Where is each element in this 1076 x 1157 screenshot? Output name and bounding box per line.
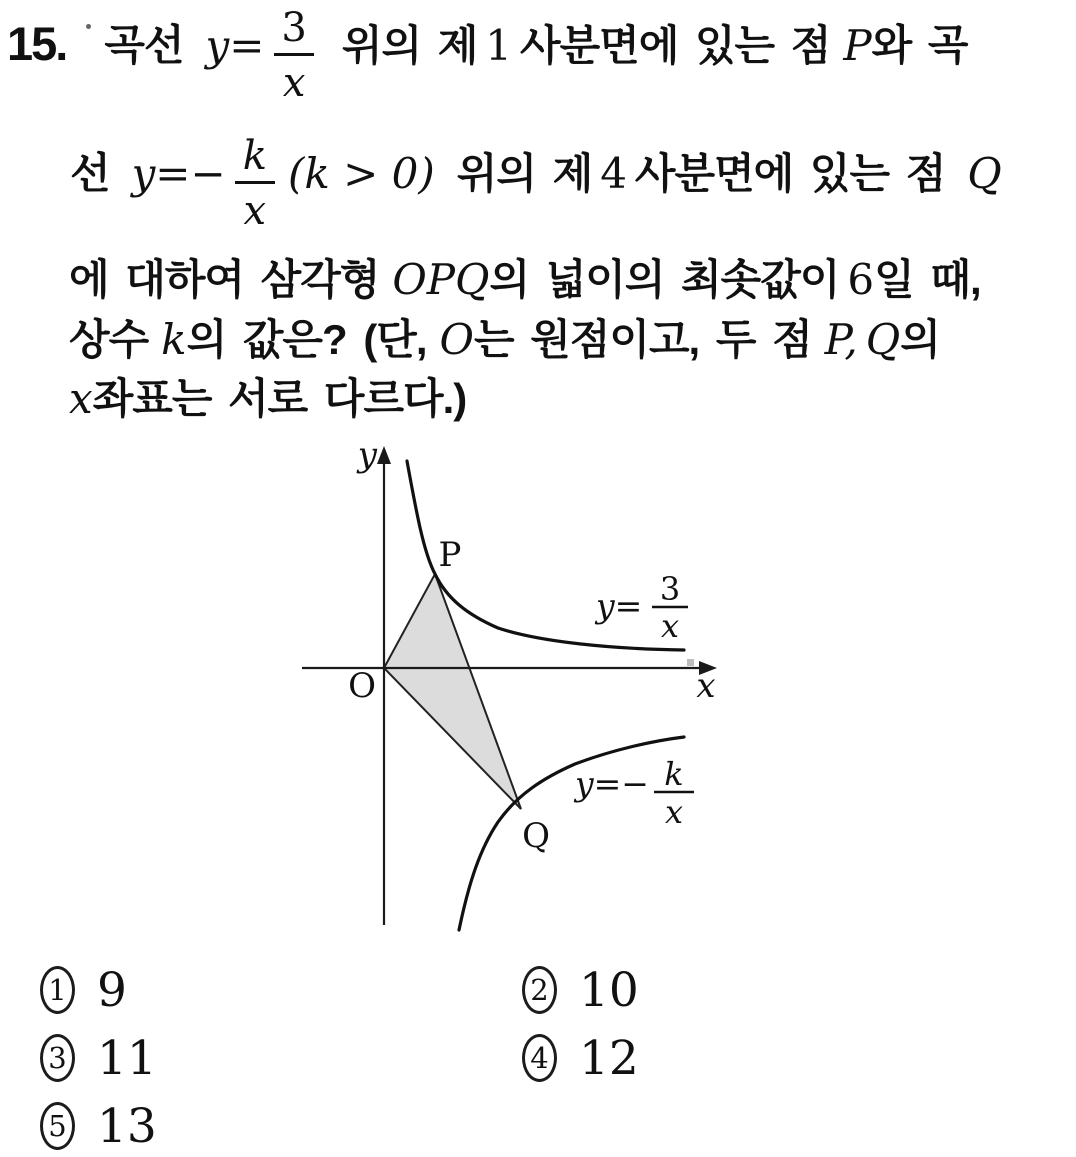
choice-2-value: 10 (579, 962, 639, 1018)
korean-text: 상수 (69, 316, 149, 363)
choice-3-marker: 3 (48, 1041, 67, 1075)
math-origin-o: O (439, 315, 474, 364)
korean-text: 에 대하여 삼각형 (69, 256, 380, 303)
choice-1-value: 9 (97, 962, 127, 1018)
question-number: 15. (7, 16, 67, 70)
math-point-p: P (843, 20, 872, 70)
korean-text: 사분면에 있는 점 (634, 149, 946, 197)
curve2-equation-label (573, 755, 694, 831)
korean-text: 의 넓이의 최솟값이 (489, 256, 840, 303)
curve2-eq-denominator: x (664, 793, 684, 831)
math-point-p: P, (824, 315, 858, 364)
choice-5-value: 13 (97, 1098, 157, 1154)
math-y-equals: y= (205, 20, 265, 70)
minimum-area-value: 6 (847, 255, 875, 304)
quadrant-number: 4 (600, 148, 627, 198)
x-axis-label: x (696, 666, 716, 706)
choice-2-marker-circle (522, 966, 557, 1014)
hyperbola-diagram (296, 434, 720, 934)
korean-text: 의 (900, 316, 940, 363)
korean-text: 좌표는 서로 다르다.) (92, 375, 467, 422)
choice-3-value: 11 (97, 1030, 157, 1086)
korean-text: 곡선 (104, 21, 184, 69)
choice-3-marker-circle (40, 1034, 75, 1082)
choice-4-marker-circle (522, 1034, 557, 1082)
korean-text: 위의 제 (456, 149, 593, 197)
choice-4[interactable] (522, 1030, 639, 1086)
print-artifact (687, 659, 694, 666)
triangle-opq (384, 574, 521, 809)
choice-4-value: 12 (579, 1030, 639, 1086)
fraction-numerator: 3 (281, 5, 307, 51)
korean-text: 위의 제 (341, 21, 478, 69)
choice-1[interactable] (40, 962, 127, 1018)
curve1-eq-denominator: x (660, 607, 680, 645)
korean-text: 는 원점이고, 두 점 (473, 316, 812, 363)
y-axis-label: y (357, 435, 377, 475)
math-point-q: Q (865, 315, 901, 364)
choice-3[interactable] (40, 1030, 157, 1086)
korean-text: 의 값은? (단, (186, 316, 427, 363)
origin-label: O (348, 666, 376, 706)
curve1-eq-prefix: y= (596, 586, 643, 625)
math-triangle-opq: OPQ (392, 255, 490, 304)
choice-5-marker-circle (40, 1102, 75, 1150)
choice-1-marker: 1 (48, 973, 67, 1007)
problem-line-3 (69, 247, 981, 307)
y-axis-arrow-icon (377, 446, 391, 464)
fraction-denominator: x (274, 53, 315, 103)
problem-line-2 (70, 133, 1002, 234)
math-x: x (69, 374, 93, 423)
math-point-q: Q (967, 148, 1002, 198)
point-q-label: Q (522, 816, 550, 856)
choice-2[interactable] (522, 962, 639, 1018)
choice-4-marker: 4 (530, 1041, 549, 1075)
choice-1-marker-circle (40, 966, 75, 1014)
math-k: k (161, 315, 187, 364)
curve2-eq-numerator: k (664, 755, 684, 793)
curve1-eq-numerator: 3 (659, 570, 681, 608)
korean-text: 일 때, (874, 256, 981, 303)
quadrant-number: 1 (485, 20, 512, 70)
math-y-equals-minus: y=− (131, 148, 226, 198)
fraction-k-over-x (234, 133, 276, 234)
fraction-denominator: x (235, 181, 276, 231)
choice-2-marker: 2 (530, 973, 549, 1007)
korean-text: 와 곡 (871, 21, 968, 69)
korean-text: 사분면에 있는 점 (520, 21, 831, 69)
math-k-greater-zero: (k > 0) (287, 148, 435, 198)
curve1-equation-label (594, 570, 688, 645)
problem-line-5 (69, 366, 466, 426)
curve2-eq-prefix: y=− (575, 764, 649, 803)
problem-line-1 (7, 5, 968, 106)
point-p-label: P (438, 535, 462, 575)
choice-5[interactable] (40, 1098, 157, 1154)
fraction-3-over-x (272, 5, 315, 106)
korean-text: 선 (70, 149, 110, 197)
choice-5-marker: 5 (48, 1109, 67, 1143)
problem-line-4 (69, 307, 940, 367)
fraction-numerator: k (242, 133, 267, 179)
